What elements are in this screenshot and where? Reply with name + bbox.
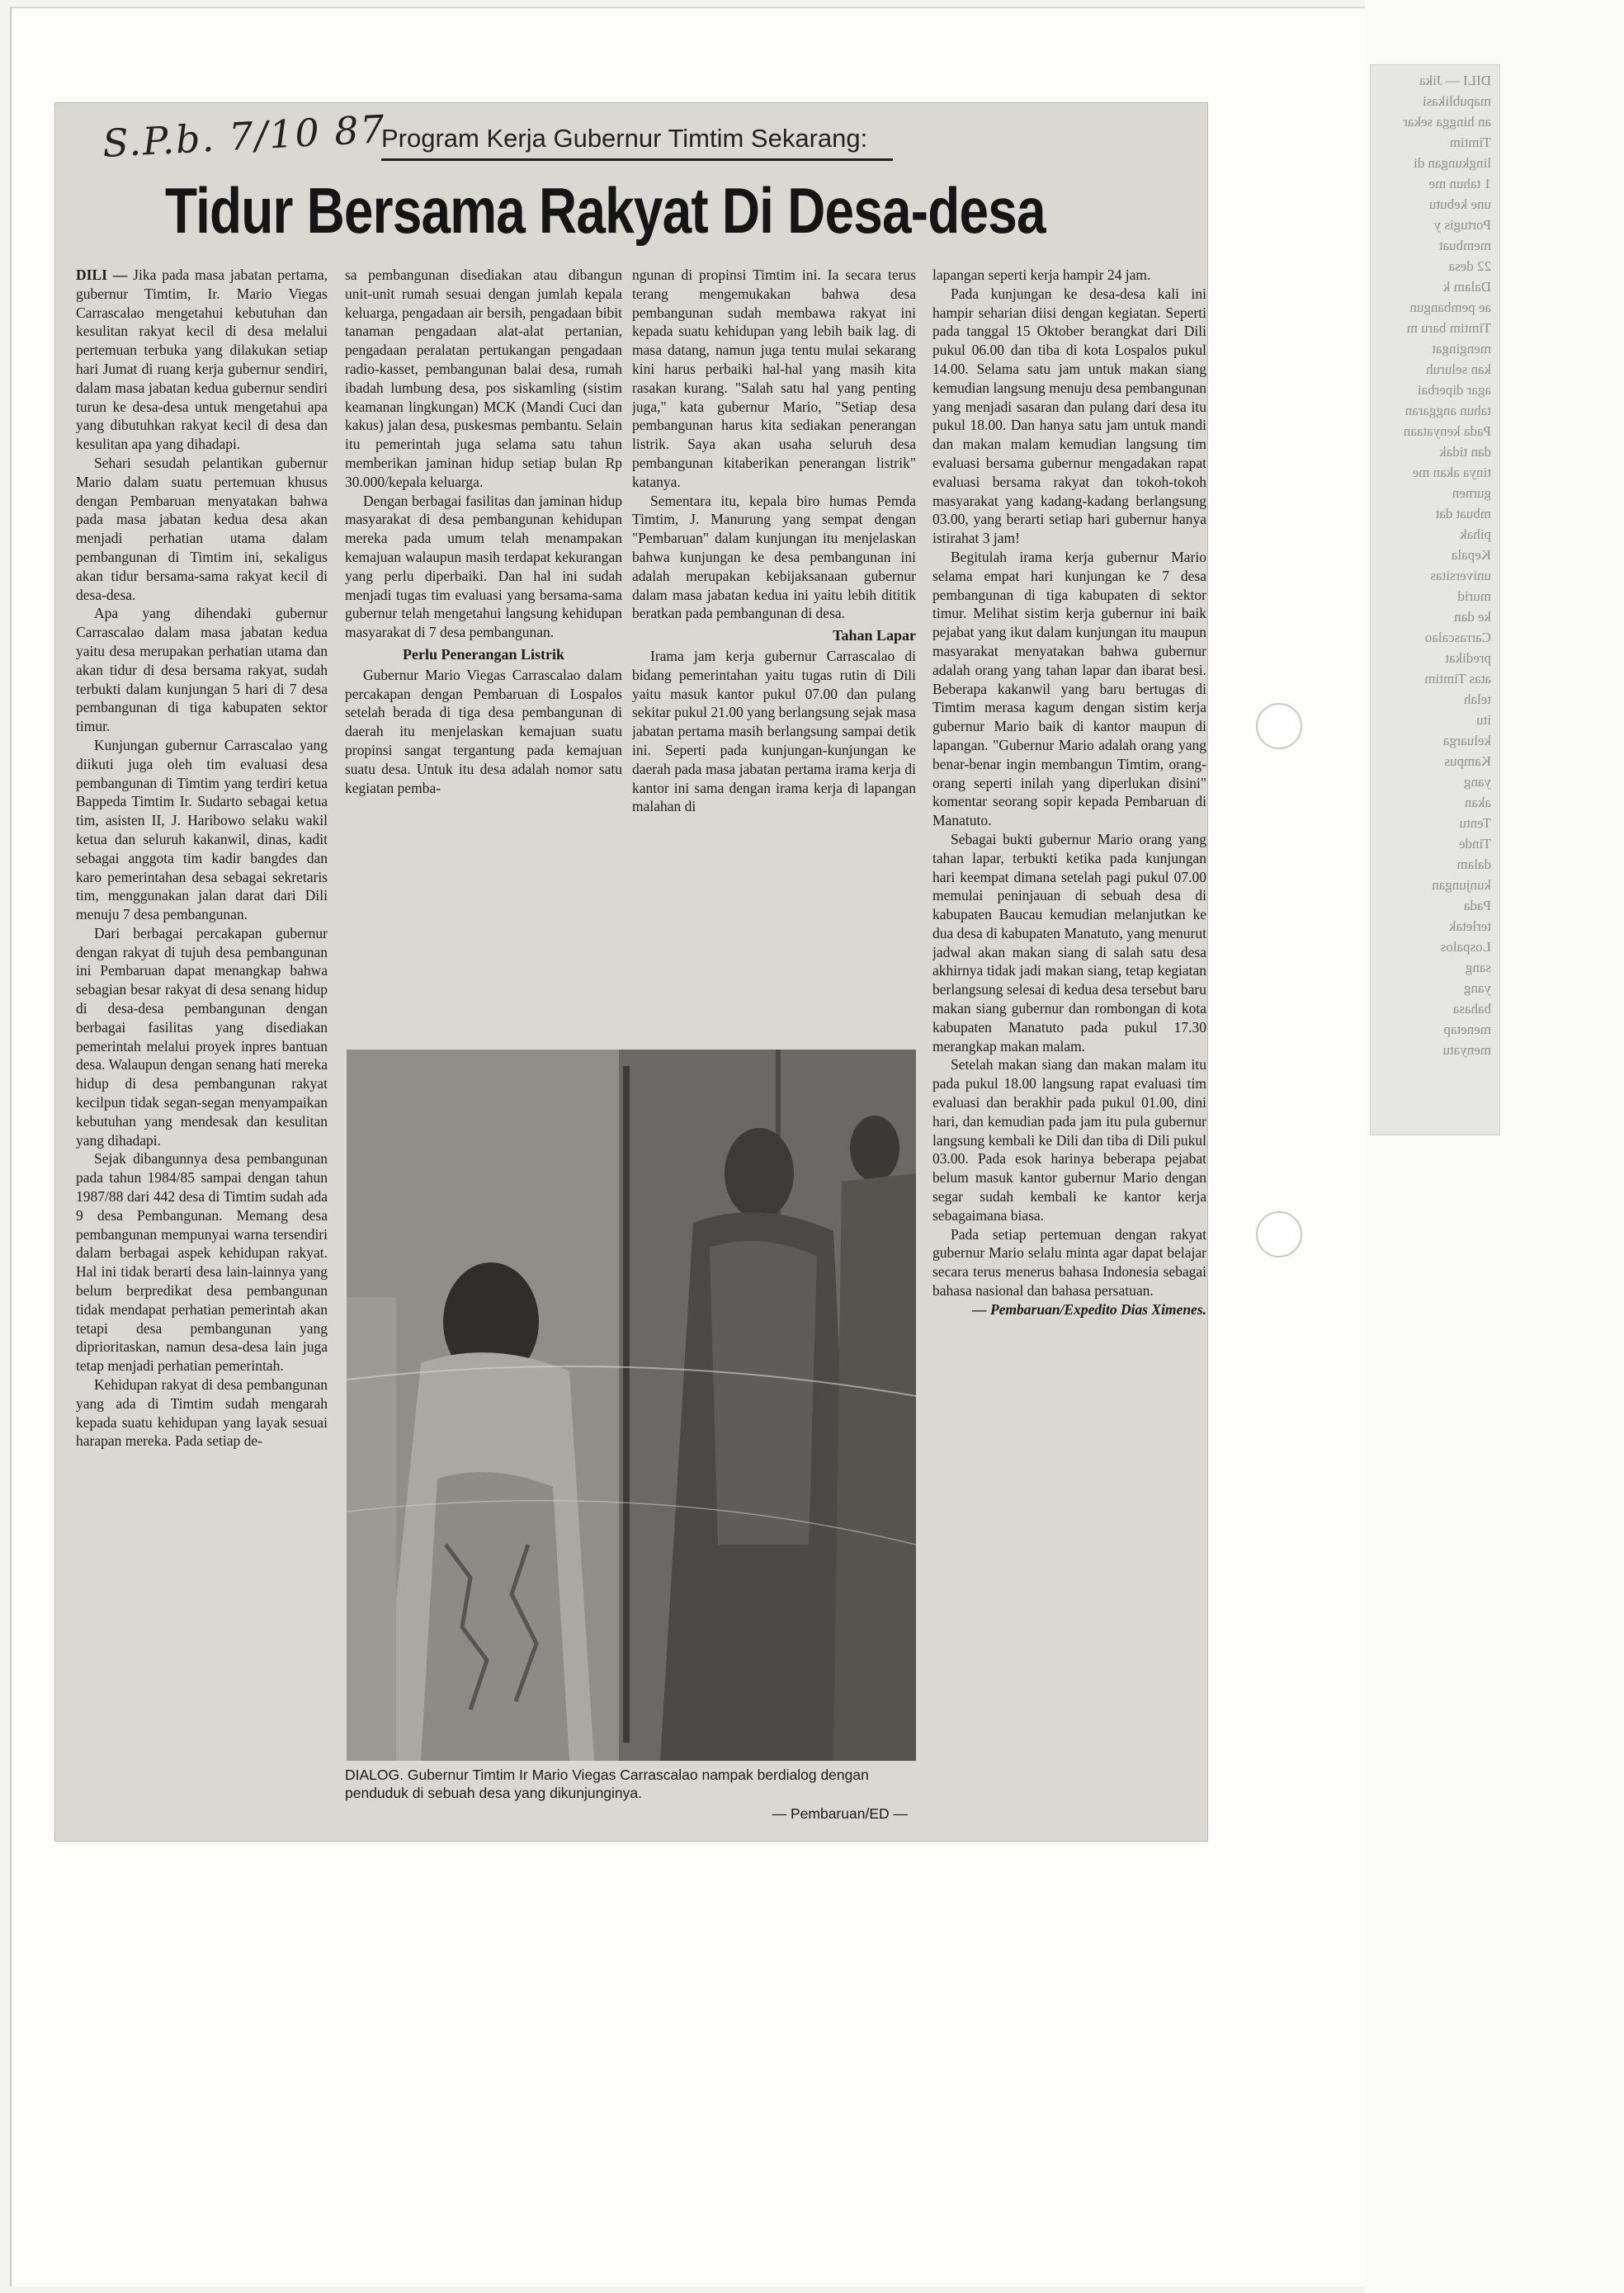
bleed-through-line: atas Timtim	[1424, 671, 1491, 686]
bleed-through-line: menyatu	[1442, 1042, 1491, 1058]
bleed-through-line: bahasa	[1452, 1001, 1491, 1017]
paragraph: Irama jam kerja gubernur Carrascalao di bidang pemerintahan yaitu tugas rutin di Dili yaitu masuk kantor pukul 07.00 dan pulang sekitar pukul 21.00 yang berlangsung sejak masa jabatan pertama masih berlangsung sampai detik ini. Seperti pada kunjungan-kunjungan ke daerah pada masa jabatan pertama irama kerja di kantor ini sama dengan irama kerja di lapangan malahan di	[632, 647, 916, 815]
dateline: DILI —	[76, 267, 128, 283]
bleed-through-line: akan	[1464, 795, 1491, 810]
paragraph: Begitulah irama kerja gubernur Mario selama empat hari kunjungan ke 7 desa pembangunan di tiga kabupaten di sektor timur. Melihat sistim kerja gubernur ini baik pejabat yang ikut dalam kunjungan itu maupun masyarakat menyatakan bahwa gubernur adalah orang yang tahan lapar dan ibarat besi. Beberapa kakanwil yang baru bertugas di Timtim merasa kagum dengan sistim kerja gubernur Mario baik di kantor maupun di lapangan. "Gubernur Mario adalah orang yang benar-benar ingin membangun Timtim, orang-orang seperti inilah yang diperlukan disini" komentar seorang sopir kepada Pembaruan di Manatuto.	[932, 548, 1206, 829]
paragraph-text: Jika pada masa jabatan pertama, gubernur Timtim, Ir. Mario Viegas Carrascalao mengetahui kebutuhan dan kesulitan rakyat kecil di desa melalui pertemuan terbuka yang dilakukan setiap hari Jumat di ruang kerja gubernur sendiri, dalam masa jabatan kedua gubernur sendiri turun ke desa-desa untuk mengetahui apa yang dibutuhkan rakyat kecil di desa dan kesulitan apa yang dihadapi.	[76, 267, 328, 453]
bleed-through-line: Tentu	[1459, 815, 1491, 831]
paragraph: Dari berbagai percakapan gubernur dengan rakyat di tujuh desa pembangunan ini Pembaruan dapat menangkap bahwa sebagian besar rakyat di desa senang hidup di desa-desa pembangunan dengan berbagai fasilitas yang disediakan pemerintah melalui proyek inpres bantuan desa. Walaupun dengan senang hati mereka hidup di desa pembangunan rakyat kecilpun tidak segan-segan menyampaikan kebutuhan yang mendesak dan kesulitan yang dihadapi.	[76, 924, 328, 1149]
bleed-through-line: 22 desa	[1448, 258, 1491, 274]
bleed-through-line: lingkungan di	[1414, 155, 1491, 171]
paragraph: Dengan berbagai fasilitas dan jaminan hidup masyarakat di desa pembangunan kehidupan mereka pada umum telah menampakan kemajuan walaupun masih terdapat kekurangan yang perlu diperbaiki. Dan hal ini sudah menjadi tugas tim evaluasi yang bersama-sama gubernur telah mengetahui langsung kehidupan masyarakat di 7 desa pembangunan.	[345, 492, 622, 641]
handwritten-date: S.P.b. 7/10 87	[101, 106, 388, 166]
paragraph	[76, 266, 328, 454]
bleed-through-line: pihak	[1460, 526, 1491, 542]
news-photo	[347, 1050, 916, 1761]
bleed-through-line: ke dan	[1454, 609, 1491, 625]
bleed-through-line: gurnen	[1452, 485, 1491, 501]
punch-hole-top	[1256, 703, 1302, 749]
subheading: Perlu Penerangan Listrik	[403, 645, 564, 663]
paragraph: Kunjungan gubernur Carrascalao yang diikuti juga oleh tim evaluasi desa pembangunan di Timtim yang terdiri ketua Bappeda Timtim Ir. Sudarto sebagai ketua tim, asisten II, J. Haribowo selaku wakil ketua dan seluruh kakanwil, dinas, kadit sebagai anggota tim kadir bangdes dan karo pemerintahan desa sebagai sekretaris tim, menggunakan jalan darat dari Dili menuju 7 desa pembangunan.	[76, 736, 328, 923]
bleed-through-line: universitas	[1430, 568, 1491, 583]
bleed-through-line: Carrascalao	[1424, 630, 1491, 645]
bleed-through-line: predikat	[1445, 650, 1491, 666]
bleed-through-line: Timtim baru m	[1406, 320, 1491, 336]
bleed-through-line: Tinde	[1458, 836, 1491, 852]
article-column-3	[632, 266, 916, 1041]
bleed-through-line: kan seluruh	[1426, 361, 1491, 377]
paragraph: Sehari sesudah pelantikan gubernur Mario dalam suatu pertemuan khusus dengan Pembaruan menyatakan bahwa pada masa jabatan kedua desa akan menjadi perhatian utama dalam pembangunan di Timtim ini, sekaligus akan tidur bersama-sama rakyat kecil di desa-desa.	[76, 454, 328, 603]
bleed-through-line: an hingga sekar	[1403, 114, 1491, 130]
bleed-through-line: membuat	[1438, 238, 1491, 253]
photo-credit: — Pembaruan/ED —	[772, 1805, 908, 1822]
paragraph: lapangan seperti kerja hampir 24 jam.	[932, 267, 1151, 283]
bleed-through-line: Portugis y	[1433, 217, 1491, 233]
article-column-1	[76, 266, 328, 1833]
photo-illustration	[347, 1050, 916, 1761]
bleed-through-line: Pada	[1463, 898, 1491, 913]
bleed-through-line: Kampus	[1444, 753, 1491, 769]
paragraph: Gubernur Mario Viegas Carrascalao dalam percakapan dengan Pembaruan di Lospalos setelah berada di tiga desa pembangunan di daerah itu menjelaskan kemajuan suatu propinsi sangat tergantung pada kemajuan suatu desa. Untuk itu desa adalah nomor satu kegiatan pemba-	[345, 666, 622, 796]
bleed-through-line: dan tidak	[1439, 444, 1491, 460]
bleed-through-line: mapublikasi	[1422, 93, 1491, 109]
bleed-through-line: tinya akan me	[1412, 465, 1491, 480]
paragraph: Setelah makan siang dan makan malam itu pada pukul 18.00 langsung rapat evaluasi tim evaluasi dan berakhir pada pukul 01.00, dini hari, dan kemudian pada jam itu pula gubernur langsung kembali ke Dili dan tiba di Dili pukul 03.00. Pada esok harinya beberapa pejabat belum masuk kantor gubernur Mario dengan segar sudah kembali ke kantor kerja sebagaimana biasa.	[932, 1056, 1206, 1224]
bleed-through-line: tahun anggaran	[1404, 403, 1491, 418]
bleed-through-line: mbuat dat	[1435, 506, 1491, 521]
subheading: Tahan Lapar	[833, 627, 916, 644]
paragraph: ngunan di propinsi Timtim ini. Ia secara terus terang mengemukakan bahwa desa pembangunan sudah membawa rakyat ini kepada suatu kehidupan yang lebih baik lag. di masa datang, namun juga tentu mulai sekarang kini harus perbaiki hal-hal yang masih kita rasakan kurang. "Salah satu hal yang penting juga," kata gubernur Mario, "Setiap desa pembangunan harus kita sediakan penerangan listrik. Saya akan usaha seluruh desa pembangunan kitaberikan penerangan listrik" katanya.	[632, 267, 916, 490]
article-column-2	[345, 266, 622, 1041]
bleed-through-line: murid	[1457, 588, 1491, 604]
punch-hole-bottom	[1256, 1211, 1302, 1257]
bleed-through-line: Timtim	[1449, 134, 1491, 150]
paragraph: Sejak dibangunnya desa pembangunan pada tahun 1984/85 sampai dengan tahun 1987/88 dari 442 desa di Timtim sudah ada 9 desa Pembangunan. Memang desa pembangunan mempunyai warna tersendiri dalam berbagai aspek kehidupan rakyat. Hal ini tidak berarti desa lain-lainnya yang belum berpredikat desa pembangunan tidak mendapat perhatian pemerintah akan tetapi desa pembangunan yang diprioritaskan, namun desa-desa lain juga tetap menjadi perhatian pemerintah.	[76, 1150, 328, 1375]
paragraph: Pada setiap pertemuan dengan rakyat gubernur Mario selalu minta agar dapat belajar secara terus menerus bahasa Indonesia sebagai bahasa nasional dan bahasa persatuan.	[932, 1225, 1206, 1300]
bleed-through-line: agar diperbai	[1417, 382, 1491, 398]
bleed-through-line: une kebutu	[1428, 196, 1491, 212]
bleed-through-line: yang	[1463, 774, 1491, 790]
paragraph: sa pembangunan disediakan atau dibangun unit-unit rumah sesuai dengan jumlah kepala keluarga, pengadaan air bersih, pengadaan bibit tanaman pengadaan alat-alat pertanian, pengadaan peralatan pertukangan pengadaan radio-kasset, pembangunan balai desa, rumah ibadah lumbung desa, pos siskamling (sistim keamanan lingkungan) MCK (Mandi Cuci dan kakus) jalan desa, puskesmas pembantu. Selain itu pemerintah juga selama satu tahun memberikan jaminan hidup setiap bulan Rp 30.000/kepala keluarga.	[345, 267, 622, 490]
bleed-through-line: Dalam k	[1442, 279, 1491, 295]
article-headline: Tidur Bersama Rakyat Di Desa-desa	[165, 174, 1046, 247]
article-column-4	[932, 266, 1206, 1833]
bleed-through-line: ae pembangun	[1409, 300, 1491, 315]
bleed-through-line: keluarga	[1442, 733, 1491, 748]
paragraph: Kehidupan rakyat di desa pembangunan yang ada di Timtim sudah mengarah kepada suatu kehidupan yang layak sesuai harapan mereka. Pada setiap de-	[76, 1376, 328, 1450]
bleed-through-line: itu	[1476, 712, 1491, 728]
bleed-through-line: Lospalos	[1440, 939, 1491, 955]
paragraph: Apa yang dihendaki gubernur Carrascalao dalam masa jabatan kedua yaitu desa merupakan perhatian utama dan akan tidur di desa bersama rakyat, sudah terbukti dalam kunjungan 5 hari di 7 desa pembangunan di tiga kabupaten sektor timur.	[76, 605, 328, 735]
bleed-through-line: Pada kenyataan	[1403, 423, 1491, 439]
bleed-through-line: telah	[1463, 691, 1491, 707]
article-kicker: Program Kerja Gubernur Timtim Sekarang:	[381, 124, 893, 161]
paragraph: Sebagai bukti gubernur Mario orang yang tahan lapar, terbukti ketika pada kunjungan hari keempat dimana setelah pagi pukul 07.00 memulai peninjauan di sebuah desa di kabupaten Baucau kemudian melanjutkan ke dua desa di kabupaten Manatuto, yang menurut jadwal akan makan siang di salah satu desa akhirnya tidak jadi makan siang, tetap kegiatan berlangsung selesai di kedua desa tersebut baru makan siang gubernur dan rombongan di kota kabupaten Manatuto pada pukul 17.30 merangkap makan malam.	[932, 830, 1206, 1054]
bleed-through-line: Kepala	[1451, 547, 1491, 563]
bleed-through-line: kunjungan	[1432, 877, 1491, 893]
article-byline: — Pembaruan/Expedito Dias Ximenes.	[972, 1300, 1206, 1318]
paragraph: Sementara itu, kepala biro humas Pemda Timtim, J. Manurung yang sempat dengan "Pembaruan" dalam kunjungan itu menjelaskan bahwa kunjungan ke desa pembangunan ini adalah merupakan kebijaksanaan gubernur dalam masa jabatan kedua ini yaitu lebih dititik beratkan pada pembangunan di desa.	[632, 492, 916, 622]
bleed-through-text	[1370, 64, 1500, 1135]
bleed-through-line: yang	[1463, 980, 1491, 996]
photo-caption: DIALOG. Gubernur Timtim Ir Mario Viegas Carrascalao nampak berdialog dengan penduduk di sebuah desa yang dikunjunginya.	[345, 1767, 869, 1801]
paragraph: Pada kunjungan ke desa-desa kali ini hampir seharian diisi dengan kegiatan. Seperti pada tanggal 15 Oktober berangkat dari Dili pukul 06.00 dan tiba di kota Lospalos pukul 14.00. Selama satu jam untuk makan siang kemudian langsung menuju desa pembangunan yang menjadi sasaran dan pulang dari desa itu pukul 18.00. Dan hanya satu jam untuk mandi dan makan malam kemudian langsung tim evaluasi bersama gubernur mengadakan rapat evaluasi bersama rakyat dan tokoh-tokoh masyarakat yang kadang-kadang berlangsung 03.00, yang berarti setiap hari gubernur hanya istirahat 3 jam!	[932, 285, 1206, 547]
bleed-through-line: 1 tahun me	[1428, 176, 1491, 191]
bleed-through-line: dalam	[1456, 856, 1491, 872]
bleed-through-line: terletak	[1449, 918, 1491, 934]
bleed-through-line: sang	[1465, 960, 1491, 975]
bleed-through-line: DILI — Jika	[1419, 73, 1491, 88]
bleed-through-line: mengingat	[1432, 341, 1491, 356]
bleed-through-line: menetap	[1443, 1021, 1491, 1037]
